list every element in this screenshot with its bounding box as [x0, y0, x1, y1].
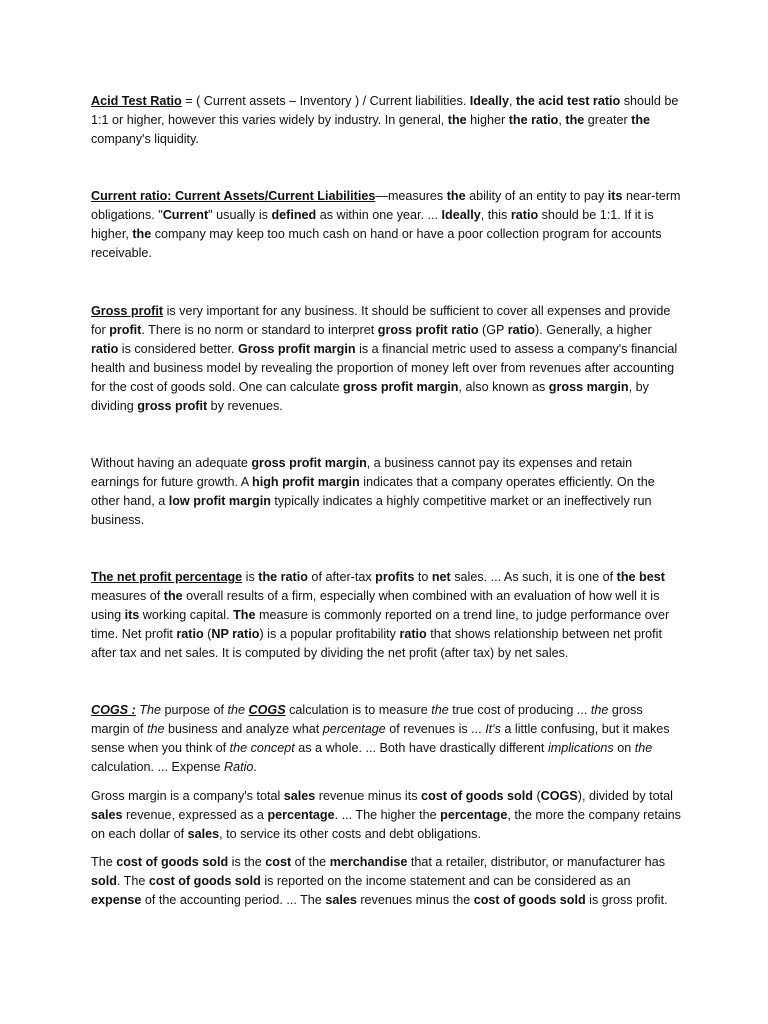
text-run: ). Generally, a higher: [535, 323, 652, 337]
text-run: is the: [228, 855, 266, 869]
text-run: as a whole. ... Both have drastically different: [294, 741, 548, 755]
bold-term: low profit margin: [168, 494, 271, 508]
text-run: overall results of a firm, especially when combined with an evaluation of how well it is using: [91, 589, 660, 622]
bold-term: cost: [265, 855, 292, 869]
text-run: calculation is to measure: [285, 703, 432, 717]
bold-term: expense: [91, 893, 142, 907]
bold-term: gross profit ratio: [377, 323, 479, 337]
bold-term: NP ratio: [211, 627, 260, 641]
bold-term: the: [565, 113, 585, 127]
text-run: should be 1:1. If it is higher,: [91, 208, 654, 241]
bold-term: The: [233, 608, 256, 622]
text-run: is reported on the income statement and can be considered as an: [260, 874, 631, 888]
bold-term: gross profit margin: [251, 456, 367, 470]
text-run: a little confusing, but it makes sense when you think of: [91, 722, 670, 755]
text-run: typically indicates a highly competitive market or an ineffectively run business.: [91, 494, 652, 527]
bold-term: ratio: [176, 627, 204, 641]
text-run: " usually is: [208, 208, 272, 222]
bold-term: COGS: [540, 789, 578, 803]
bold-term: Gross profit margin: [238, 342, 356, 356]
bold-term: ratio: [399, 627, 427, 641]
text-run: near-term obligations. ": [91, 189, 681, 222]
heading-term: Current ratio: Current Assets/Current Liabilities: [91, 189, 376, 203]
text-run: true cost of producing ...: [448, 703, 591, 717]
text-run: , to service its other costs and debt obligations.: [219, 827, 481, 841]
bold-term: sales: [91, 808, 123, 822]
text-run: the: [590, 703, 609, 717]
bold-term: Ideally: [441, 208, 481, 222]
text-run: higher: [466, 113, 509, 127]
text-run: revenue minus its: [315, 789, 421, 803]
text-run: measure is commonly reported on a trend line, to judge performance over time. Net profit: [91, 608, 670, 641]
bold-term: gross profit margin: [343, 380, 459, 394]
text-run: working capital.: [139, 608, 234, 622]
text-run: calculation. ... Expense: [91, 760, 225, 774]
text-run: .: [253, 760, 257, 774]
text-run: . The: [116, 874, 149, 888]
bold-term: sold: [91, 874, 117, 888]
bold-term: the: [447, 113, 467, 127]
text-run: of revenues is ...: [385, 722, 486, 736]
text-run: ,: [508, 94, 516, 108]
bold-term: sales: [187, 827, 220, 841]
text-run: the: [431, 703, 449, 717]
text-run: , the more the company retains on each dollar of: [91, 808, 681, 841]
text-run: (: [532, 789, 541, 803]
paragraph-acid-test-ratio: [91, 92, 681, 149]
bold-term: gross margin: [548, 380, 629, 394]
text-run: that a retailer, distributor, or manufacturer has: [407, 855, 665, 869]
bold-term: net: [431, 570, 451, 584]
paragraph-gross-profit: [91, 302, 681, 416]
text-run: Gross margin is a company's total: [91, 789, 284, 803]
text-run: . ... The higher the: [334, 808, 441, 822]
text-run: The: [91, 855, 117, 869]
bold-term: ratio: [91, 342, 119, 356]
text-run: of the accounting period. ... The: [141, 893, 326, 907]
text-run: sales. ... As such, it is one of: [450, 570, 617, 584]
bold-term: gross profit: [137, 399, 208, 413]
bold-term: cost of goods sold: [473, 893, 586, 907]
bold-term: Ideally: [469, 94, 509, 108]
bold-term: percentage: [440, 808, 508, 822]
text-run: the: [634, 741, 653, 755]
text-run: , also known as: [458, 380, 549, 394]
bold-term: the: [446, 189, 466, 203]
text-run: (GP: [478, 323, 508, 337]
text-run: revenues minus the: [356, 893, 474, 907]
text-run: is considered better.: [118, 342, 239, 356]
text-run: gross margin of: [91, 703, 643, 736]
bold-term: Current: [162, 208, 209, 222]
text-run: measures of: [91, 589, 164, 603]
text-run: company's liquidity.: [91, 132, 199, 146]
bold-term: its: [124, 608, 140, 622]
text-run: of after-tax: [307, 570, 376, 584]
text-run: company may keep too much cash on hand or have a poor collection program for accounts receivable.: [91, 227, 662, 260]
bold-term: cost of goods sold: [116, 855, 229, 869]
text-run: It's: [485, 722, 501, 736]
paragraph-gross-margin-importance: [91, 454, 681, 530]
text-run: is: [242, 570, 259, 584]
bold-term: ratio: [507, 323, 535, 337]
bold-term: cost of goods sold: [421, 789, 533, 803]
bold-term: the best: [616, 570, 665, 584]
paragraph-net-profit-percentage: [91, 568, 681, 663]
paragraph-cogs-definition: [91, 853, 681, 910]
paragraph-cogs: [91, 701, 681, 777]
text-run: implications: [547, 741, 614, 755]
text-run: —measures: [375, 189, 447, 203]
text-run: is a financial metric used to assess a company's financial health and business model by revealing the proportion of money left over from revenues after accounting for the cost of goods sold. One can calculate: [91, 342, 678, 394]
text-run: ability of an entity to pay: [465, 189, 608, 203]
text-run: of the: [291, 855, 330, 869]
bold-term: the: [132, 227, 152, 241]
bold-term: the acid test ratio: [515, 94, 621, 108]
text-run: , by dividing: [91, 380, 649, 413]
bold-term: profit: [109, 323, 142, 337]
paragraph-current-ratio: [91, 187, 681, 263]
bold-term: defined: [271, 208, 317, 222]
bold-term: sales: [325, 893, 357, 907]
text-run: on: [613, 741, 635, 755]
text-run: (: [203, 627, 212, 641]
text-run: . There is no norm or standard to interpret: [141, 323, 378, 337]
text-run: = ( Current assets – Inventory ) / Current liabilities.: [181, 94, 470, 108]
heading-term: COGS: [248, 703, 286, 717]
bold-term: high profit margin: [252, 475, 360, 489]
text-run: ,: [558, 113, 566, 127]
text-run: should be 1:1 or higher, however this varies widely by industry. In general,: [91, 94, 679, 127]
text-run: revenue, expressed as a: [122, 808, 268, 822]
text-run: Without having an adequate: [91, 456, 252, 470]
text-run: is very important for any business. It should be sufficient to cover all expenses and provide for: [91, 304, 671, 337]
paragraph-gross-margin-definition: [91, 787, 681, 844]
text-run: as within one year. ...: [316, 208, 442, 222]
text-run: to: [414, 570, 432, 584]
text-run: , a business cannot pay its expenses and retain earnings for future growth. A: [91, 456, 633, 489]
heading-term: Gross profit: [91, 304, 164, 318]
bold-term: the: [163, 589, 183, 603]
bold-term: the ratio: [508, 113, 559, 127]
text-run: by revenues.: [207, 399, 283, 413]
bold-term: the: [631, 113, 651, 127]
heading-term: COGS :: [91, 703, 136, 717]
heading-term: Acid Test Ratio: [91, 94, 182, 108]
bold-term: merchandise: [329, 855, 408, 869]
text-run: is gross profit.: [585, 893, 668, 907]
text-run: Ratio: [224, 760, 254, 774]
text-run: the: [147, 722, 165, 736]
bold-term: sales: [283, 789, 316, 803]
text-run: purpose of: [160, 703, 228, 717]
bold-term: the ratio: [258, 570, 308, 584]
heading-term: The net profit percentage: [91, 570, 243, 584]
bold-term: profits: [375, 570, 415, 584]
text-run: The: [139, 703, 161, 717]
bold-term: cost of goods sold: [148, 874, 261, 888]
text-run: that shows relationship between net profit after tax and net sales. It is computed by dividing the net profit (after tax) by net sales.: [91, 627, 662, 660]
text-run: , this: [480, 208, 511, 222]
bold-term: ratio: [510, 208, 539, 222]
text-run: ) is a popular profitability: [259, 627, 400, 641]
text-run: greater: [584, 113, 632, 127]
text-run: ), divided by total: [577, 789, 673, 803]
bold-term: its: [607, 189, 623, 203]
text-run: indicates that a company operates efficiently. On the other hand, a: [91, 475, 655, 508]
text-run: the concept: [229, 741, 295, 755]
text-run: business and analyze what: [164, 722, 323, 736]
text-run: percentage: [322, 722, 386, 736]
text-run: the: [227, 703, 246, 717]
bold-term: percentage: [267, 808, 335, 822]
